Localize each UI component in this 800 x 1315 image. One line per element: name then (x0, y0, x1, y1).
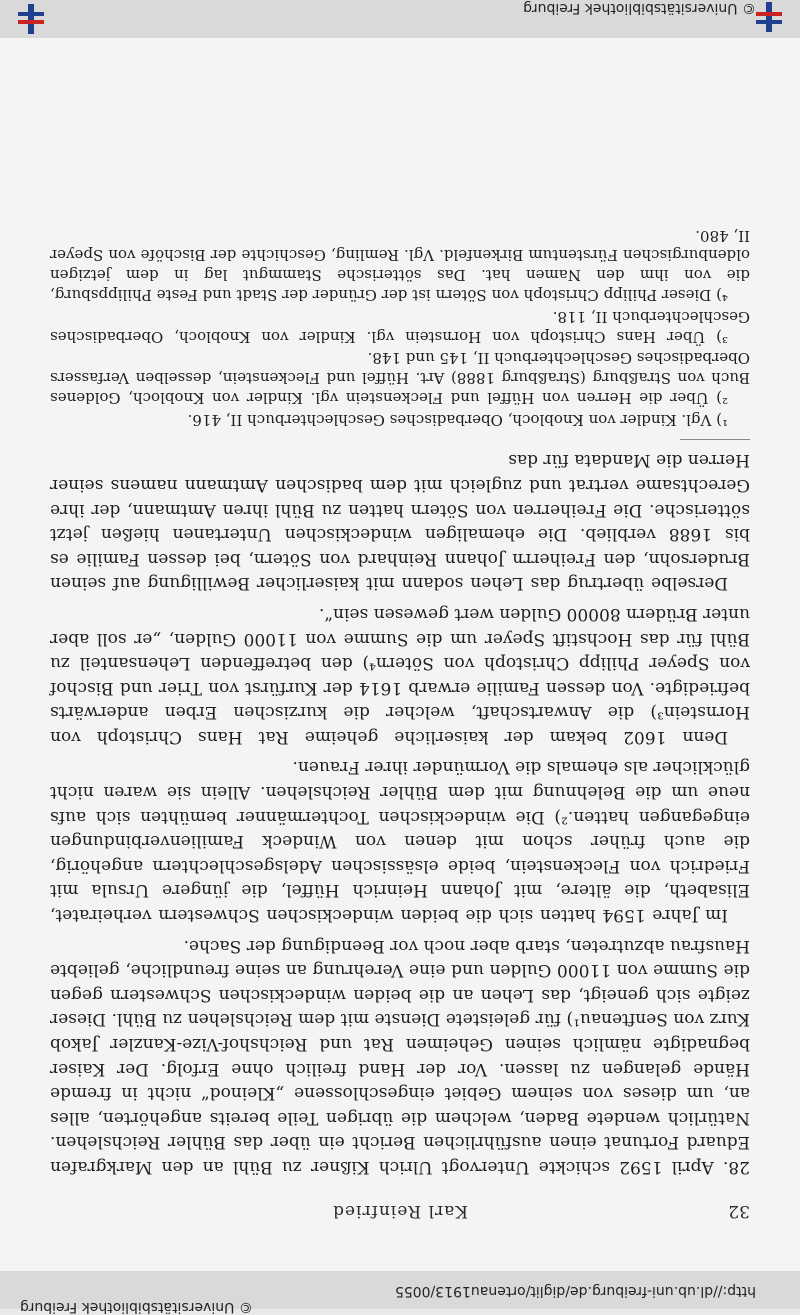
library-logo-icon (14, 4, 48, 34)
paragraph: Derselbe übertrug das Lehen sodann mit kaiserlicher Bewilligung auf seinen Brudersohn, den Freiherrn Johann Reinhard von Sötern, bei dessen Familie es bis 1688 verblieb. Die ehemaligen windeckischen Untertanen hießen jetzt sötterische. Die Freiherren von Sötern hatten zu Bühl ihren Amtmann, der ihre Gerechtsame vertrat und zugleich mit dem badischen Amtmann namens seiner Herren die Mandata für das (50, 450, 750, 594)
page-url[interactable]: http://dl.ub.uni-freiburg.de/diglit/ortenau1913/0055 (394, 1283, 756, 1299)
viewer-top-bar (0, 1271, 800, 1315)
footnote: ⁴) Dieser Philipp Christoph von Sötern ist der Gründer der Stadt und Feste Philippsburg, die von ihm den Namen hat. Das sötterische Stammgut lag in dem jetzigen oldenburgischen Fürstentum Birkenfeld. Vgl. Remling, Geschichte der Bischöfe von Speyer II, 480. (50, 226, 750, 304)
footnote: ¹) Vgl. Kindler von Knobloch, Oberbadisches Geschlechterbuch II, 416. (187, 410, 728, 429)
footnotes (50, 225, 750, 429)
copyright-notice-bottom: © Universitätsbibliothek Freiburg (523, 0, 756, 16)
paragraph: Im Jahre 1594 hatten sich die beiden windeckischen Schwestern verheiratet, Elisabeth, die ältere, mit Johann Heinrich Hüffel, die jüngere Ursula mit Friedrich von Fleckenstein, beide elsässischen Adelsgeschlechtern angehörig, die auch früher schon mit denen von Windeck Familienverbindungen eingegangen hatten.²) Die windeckischen Tochtermänner bemühten sich aufs neue um die Belehnung mit dem Bühler Reichslehen. Allein sie waren nicht glücklicher als ehemals die Vormünder ihrer Frauen. (50, 757, 750, 926)
paragraph: 28. April 1592 schickte Untervogt Ulrich Kißner zu Bühl an den Markgrafen Eduard Fortunat einen ausführlichen Bericht ein über das Bühler Reichslehen. Natürlich wendete Baden, welchem die übrigen Teile bereits angehörten, alles an, um dieses von seinem Gebiet eingeschlossene „Kleinod“ nicht in fremde Hände gelangen zu lassen. Vor der Hand freilich ohne Erfolg. Der Kaiser begnadigte nämlich seinen Geheimen Rat und Reichshof-Vize-Kanzler Jakob Kurz von Senftenau¹) für geleistete Dienste mit dem Reichslehen zu Bühl. Dieser zeigte sich geneigt, das Lehen an die beiden windeckischen Schwestern gegen die Summe von 11000 Gulden und eine Verehrung an seine freundliche, geliebte Hausfrau abzutreten, starb aber noch vor Beendigung der Sache. (50, 935, 750, 1177)
footnote-divider (680, 439, 750, 440)
viewer-bottom-bar (0, 0, 800, 38)
page-header (50, 1191, 750, 1221)
library-logo-icon (752, 2, 786, 32)
page-number: 32 (728, 1201, 750, 1221)
page-body (50, 223, 750, 1179)
footnote: ³) Über Hans Christoph von Hornstein vgl. Kindler von Knobloch, Oberbadisches Geschlechterbuch II, 118. (50, 307, 750, 346)
running-title: Karl Reinfried (332, 1201, 468, 1221)
copyright-notice-top: © Universitätsbibliothek Freiburg (20, 1299, 253, 1315)
paragraph: Denn 1602 bekam der kaiserliche geheime Rat Hans Christoph von Hornstein³) die Anwartschaft, welcher die kurzischen Erben anderwärts befriedigte. Von dessen Familie erwarb 1614 der Kurfürst von Trier und Bischof von Speyer Philipp Christoph von Sötern⁴) den betreffenden Lehensanteil zu Bühl für das Hochstift Speyer um die Summe von 11000 Gulden, „er soll aber unter Brüdern 80000 Gulden wert gewesen sein“. (50, 603, 750, 747)
footnote: ²) Über die Herren von Hüffel und Fleckenstein vgl. Kindler von Knobloch, Goldenes Buch von Straßburg (Straßburg 1888) Art. Hüffel und Fleckenstein, desselben Verfassers Oberbadisches Geschlechterbuch II, 145 und 148. (50, 349, 750, 407)
